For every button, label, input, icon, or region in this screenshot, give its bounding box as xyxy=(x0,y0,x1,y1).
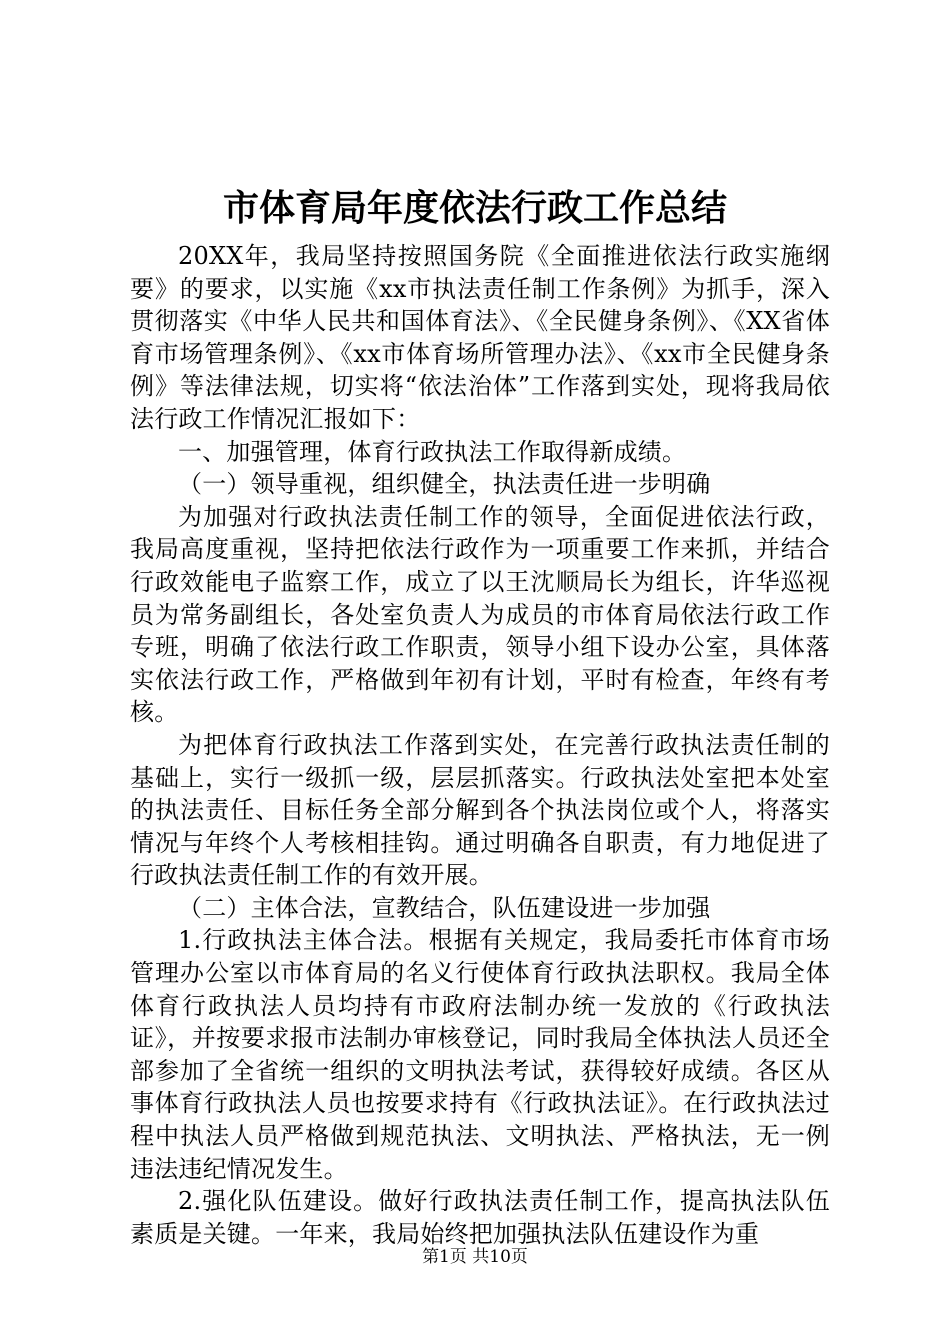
body-paragraph: 为把体育行政执法工作落到实处，在完善行政执法责任制的基础上，实行一级抓一级，层层抓落实。行政执法处室把本处室的执法责任、目标任务全部分解到各个执法岗位或个人，将落实情况与年终个人考核相挂钩。通过明确各自职责，有力地促进了行政执法责任制工作的有效开展。 xyxy=(130,730,830,890)
section-heading-1: 一、加强管理，体育行政执法工作取得新成绩。 xyxy=(178,437,687,466)
body-paragraph: 1.行政执法主体合法。根据有关规定，我局委托市体育市场管理办公室以市体育局的名义行使体育行政执法职权。我局全体体育行政执法人员均持有市政府法制办统一发放的《行政执法证》，并按要求报市法制办审核登记，同时我局全体执法人员还全部参加了全省统一组织的文明执法考试，获得较好成绩。各区从事体育行政执法人员也按要求持有《行政执法证》。在行政执法过程中执法人员严格做到规范执法、文明执法、严格执法，无一例违法违纪情况发生。 xyxy=(130,926,830,1183)
document-title: 市体育局年度依法行政工作总结 xyxy=(222,187,727,229)
intro-paragraph: 20XX年，我局坚持按照国务院《全面推进依法行政实施纲要》的要求，以实施《xx市执法责任制工作条例》为抓手，深入贯彻落实《中华人民共和国体育法》、《全民健身条例》、《XX省体育市场管理条例》、《xx市体育场所管理办法》、《xx市全民健身条例》等法律法规，切实将“依法治体”工作落到实处，现将我局依法行政工作情况汇报如下： xyxy=(130,242,830,433)
page-footer: 第1页 共10页 xyxy=(422,1247,528,1267)
body-paragraph: 2.强化队伍建设。做好行政执法责任制工作，提高执法队伍素质是关键。一年来，我局始终把加强执法队伍建设作为重 xyxy=(130,1187,830,1248)
document-body xyxy=(130,240,830,1250)
subsection-heading-1: （一）领导重视，组织健全，执法责任进一步明确 xyxy=(178,470,711,499)
subsection-heading-2: （二）主体合法，宣教结合，队伍建设进一步加强 xyxy=(178,893,711,922)
body-paragraph: 为加强对行政执法责任制工作的领导，全面促进依法行政，我局高度重视，坚持把依法行政作为一项重要工作来抓，并结合行政效能电子监察工作，成立了以王沈顺局长为组长，许华巡视员为常务副组长，各处室负责人为成员的市体育局依法行政工作专班，明确了依法行政工作职责，领导小组下设办公室，具体落实依法行政工作，严格做到年初有计划，平时有检查，年终有考核。 xyxy=(130,502,830,727)
